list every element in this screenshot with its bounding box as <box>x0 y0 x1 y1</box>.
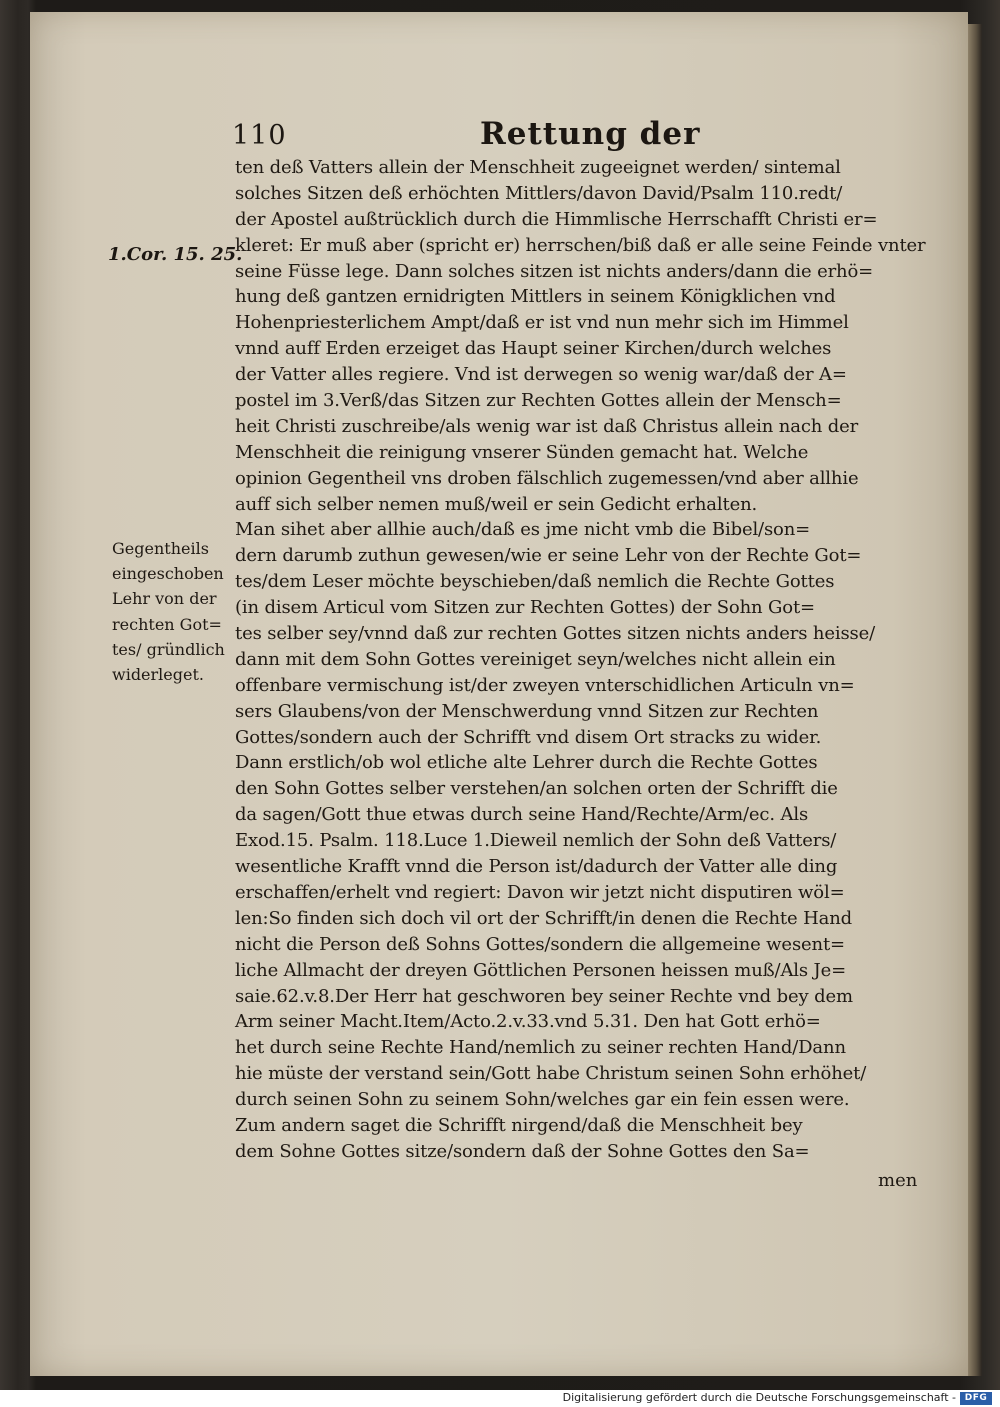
text-line: Dann erstlich/ob wol etliche alte Lehrer durch die Rechte Gottes <box>235 752 818 774</box>
running-title: Rettung der <box>480 116 701 152</box>
catchword: men <box>878 1170 918 1191</box>
text-line: Exod.15. Psalm. 118.Luce 1.Dieweil nemlich der Sohn deß Vatters/ <box>235 830 837 852</box>
text-line: Hohenpriesterlichem Ampt/daß er ist vnd nun mehr sich im Himmel <box>235 312 849 334</box>
margin-note-line: rechten Got= <box>112 614 222 634</box>
text-line: saie.62.v.8.Der Herr hat geschworen bey seiner Rechte vnd bey dem <box>235 985 853 1007</box>
text-line: tes selber sey/vnnd daß zur rechten Gottes sitzen nichts anders heisse/ <box>235 623 876 645</box>
margin-bible-reference: 1.Cor. 15. 25. <box>108 244 243 265</box>
book-page <box>30 12 968 1376</box>
margin-note <box>112 536 237 687</box>
text-line: den Sohn Gottes selber verstehen/an solchen orten der Schrifft die <box>235 778 838 800</box>
text-line: nicht die Person deß Sohns Gottes/sondern die allgemeine wesent= <box>235 933 845 955</box>
text-line: liche Allmacht der dreyen Göttlichen Personen heissen muß/Als Je= <box>235 959 847 981</box>
margin-note-line: tes/ gründlich <box>112 639 225 659</box>
text-line: durch seinen Sohn zu seinem Sohn/welches gar ein fein essen were. <box>235 1089 850 1111</box>
text-line: Gottes/sondern auch der Schrifft vnd disem Ort stracks zu wider. <box>235 726 822 748</box>
text-line: kleret: Er muß aber (spricht er) herrschen/biß daß er alle seine Feinde vnter <box>235 234 926 256</box>
footer-bar <box>0 1390 1000 1407</box>
text-line: der Vatter alles regiere. Vnd ist derwegen so wenig war/daß der A= <box>235 364 847 386</box>
text-line: opinion Gegentheil vns droben fälschlich zugemessen/vnd aber allhie <box>235 467 859 489</box>
text-line: postel im 3.Verß/das Sitzen zur Rechten Gottes allein der Mensch= <box>235 390 842 412</box>
text-line: het durch seine Rechte Hand/nemlich zu seiner rechten Hand/Dann <box>235 1037 846 1059</box>
text-line: len:So finden sich doch vil ort der Schrifft/in denen die Rechte Hand <box>235 907 853 929</box>
text-line: der Apostel außtrücklich durch die Himmlische Herrschafft Christi er= <box>235 208 878 230</box>
text-line: dann mit dem Sohn Gottes vereiniget seyn/welches nicht allein ein <box>235 648 836 670</box>
text-line: auff sich selber nemen muß/weil er sein Gedicht erhalten. <box>235 493 758 515</box>
dfg-logo-icon: DFG <box>960 1392 992 1405</box>
text-line: Menschheit die reinigung vnserer Sünden gemacht hat. Welche <box>235 441 809 463</box>
body-text <box>235 155 935 1165</box>
text-line: wesentliche Krafft vnnd die Person ist/dadurch der Vatter alle ding <box>235 856 838 878</box>
text-line: tes/dem Leser möchte beyschieben/daß nemlich die Rechte Gottes <box>235 571 835 593</box>
text-line: solches Sitzen deß erhöchten Mittlers/davon David/Psalm 110.redt/ <box>235 182 843 204</box>
margin-note-line: eingeschoben <box>112 564 224 584</box>
text-line: dem Sohne Gottes sitze/sondern daß der Sohne Gottes den Sa= <box>235 1140 810 1162</box>
text-line: dern darumb zuthun gewesen/wie er seine Lehr von der Rechte Got= <box>235 545 862 567</box>
footer-credit: Digitalisierung gefördert durch die Deutsche Forschungsgemeinschaft - <box>562 1391 956 1404</box>
text-line: vnnd auff Erden erzeiget das Haupt seiner Kirchen/durch welches <box>235 338 832 360</box>
text-line: Man sihet aber allhie auch/daß es jme nicht vmb die Bibel/son= <box>235 519 811 541</box>
page-header <box>30 116 968 156</box>
text-line: da sagen/Gott thue etwas durch seine Hand/Rechte/Arm/ec. Als <box>235 804 809 826</box>
text-line: hie müste der verstand sein/Gott habe Christum seinen Sohn erhöhet/ <box>235 1063 867 1085</box>
book-page-edge <box>968 24 982 1376</box>
margin-note-line: widerleget. <box>112 664 204 684</box>
text-line: offenbare vermischung ist/der zweyen vnterschidlichen Articuln vn= <box>235 674 855 696</box>
text-line: heit Christi zuschreibe/als wenig war ist daß Christus allein nach der <box>235 415 859 437</box>
text-line: ten deß Vatters allein der Menschheit zugeeignet werden/ sintemal <box>235 157 841 178</box>
text-line: sers Glaubens/von der Menschwerdung vnnd Sitzen zur Rechten <box>235 700 819 722</box>
margin-note-line: Lehr von der <box>112 589 217 609</box>
text-line: seine Füsse lege. Dann solches sitzen ist nichts anders/dann die erhö= <box>235 260 874 282</box>
text-line: (in disem Articul vom Sitzen zur Rechten Gottes) der Sohn Got= <box>235 597 815 619</box>
page-number: 110 <box>232 120 287 151</box>
margin-note-line: Gegentheils <box>112 539 209 558</box>
text-line: Arm seiner Macht.Item/Acto.2.v.33.vnd 5.31. Den hat Gott erhö= <box>235 1011 821 1033</box>
text-line: Zum andern saget die Schrifft nirgend/daß die Menschheit bey <box>235 1114 803 1136</box>
text-line: erschaffen/erhelt vnd regiert: Davon wir jetzt nicht disputiren wöl= <box>235 881 845 903</box>
text-line: hung deß gantzen ernidrigten Mittlers in seinem Königklichen vnd <box>235 286 836 308</box>
